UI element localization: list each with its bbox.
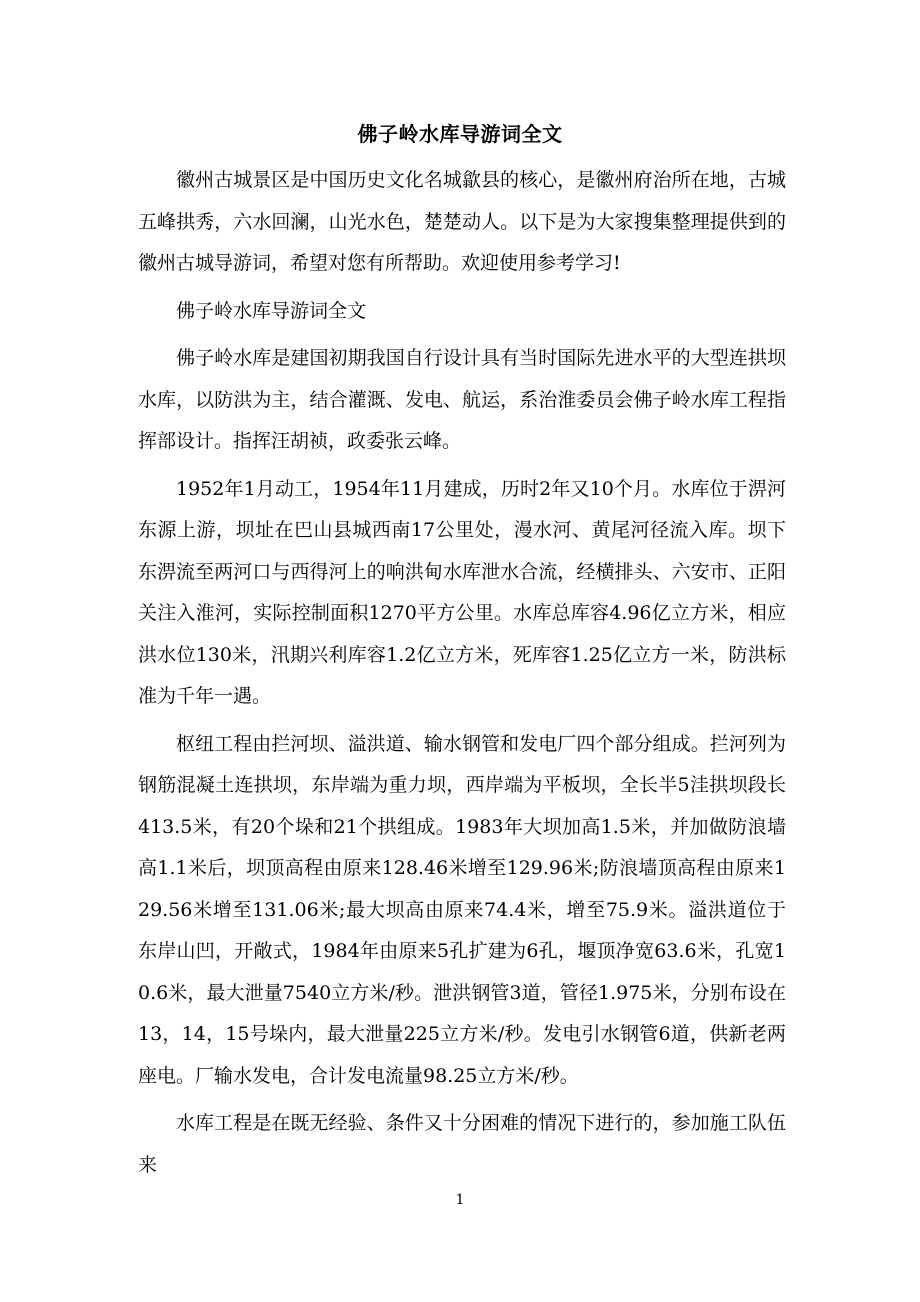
paragraph-intro: 徽州古城景区是中国历史文化名城歙县的核心，是徽州府治所在地，古城五峰拱秀，六水回澜，山光水色，楚楚动人。以下是为大家搜集整理提供到的徽州古城导游词，希望对您有所帮助。欢迎使用参考学习!: [138, 169, 786, 274]
paragraph-construction: 水库工程是在既无经验、条件又十分困难的情况下进行的，参加施工队伍来: [138, 1112, 786, 1176]
page-number: 1: [455, 1192, 465, 1208]
document-body: [138, 160, 786, 1186]
paragraph-history: 1952年1月动工，1954年11月建成，历时2年又10个月。水库位于淠河东源上游，坝址在巴山县城西南17公里处，漫水河、黄尾河径流入库。坝下东淠流至两河口与西得河上的响洪甸水库泄水合流，经横排头、六安市、正阳关注入淮河，实际控制面积1270平方公里。水库总库容4.96亿立方米，相应洪水位130米，汛期兴利库容1.2亿立方米，死库容1.25亿立方一米，防洪标准为千年一遇。: [138, 477, 786, 707]
paragraph-structure: 枢纽工程由拦河坝、溢洪道、输水钢管和发电厂四个部分组成。拦河列为钢筋混凝土连拱坝，东岸端为重力坝，西岸端为平板坝，全长半5洼拱坝段长413.5米，有20个垛和21个拱组成。1983年大坝加高1.5米，并加做防浪墙高1.1米后，坝顶高程由原来128.46米增至129.96米;防浪墙顶高程由原来129.56米增至131.06米;最大坝高由原来74.4米，增至75.9米。溢洪道位于东岸山凹，开敞式，1984年由原来5孔扩建为6孔，堰顶净宽63.6米，孔宽10.6米，最大泄量7540立方米/秒。泄洪钢管3道，管径1.975米，分别布设在13，14，15号垛内，最大泄量225立方米/秒。发电引水钢管6道，供新老两座电。厂输水发电，合计发电流量98.25立方米/秒。: [138, 732, 786, 1087]
paragraph-overview: 佛子岭水库是建国初期我国自行设计具有当时国际先进水平的大型连拱坝水库，以防洪为主，结合灌溉、发电、航运，系治淮委员会佛子岭水库工程指挥部设计。指挥汪胡祯，政委张云峰。: [138, 347, 786, 452]
paragraph-subtitle: 佛子岭水库导游词全文: [176, 299, 367, 322]
document-title: 佛子岭水库导游词全文: [357, 122, 563, 146]
